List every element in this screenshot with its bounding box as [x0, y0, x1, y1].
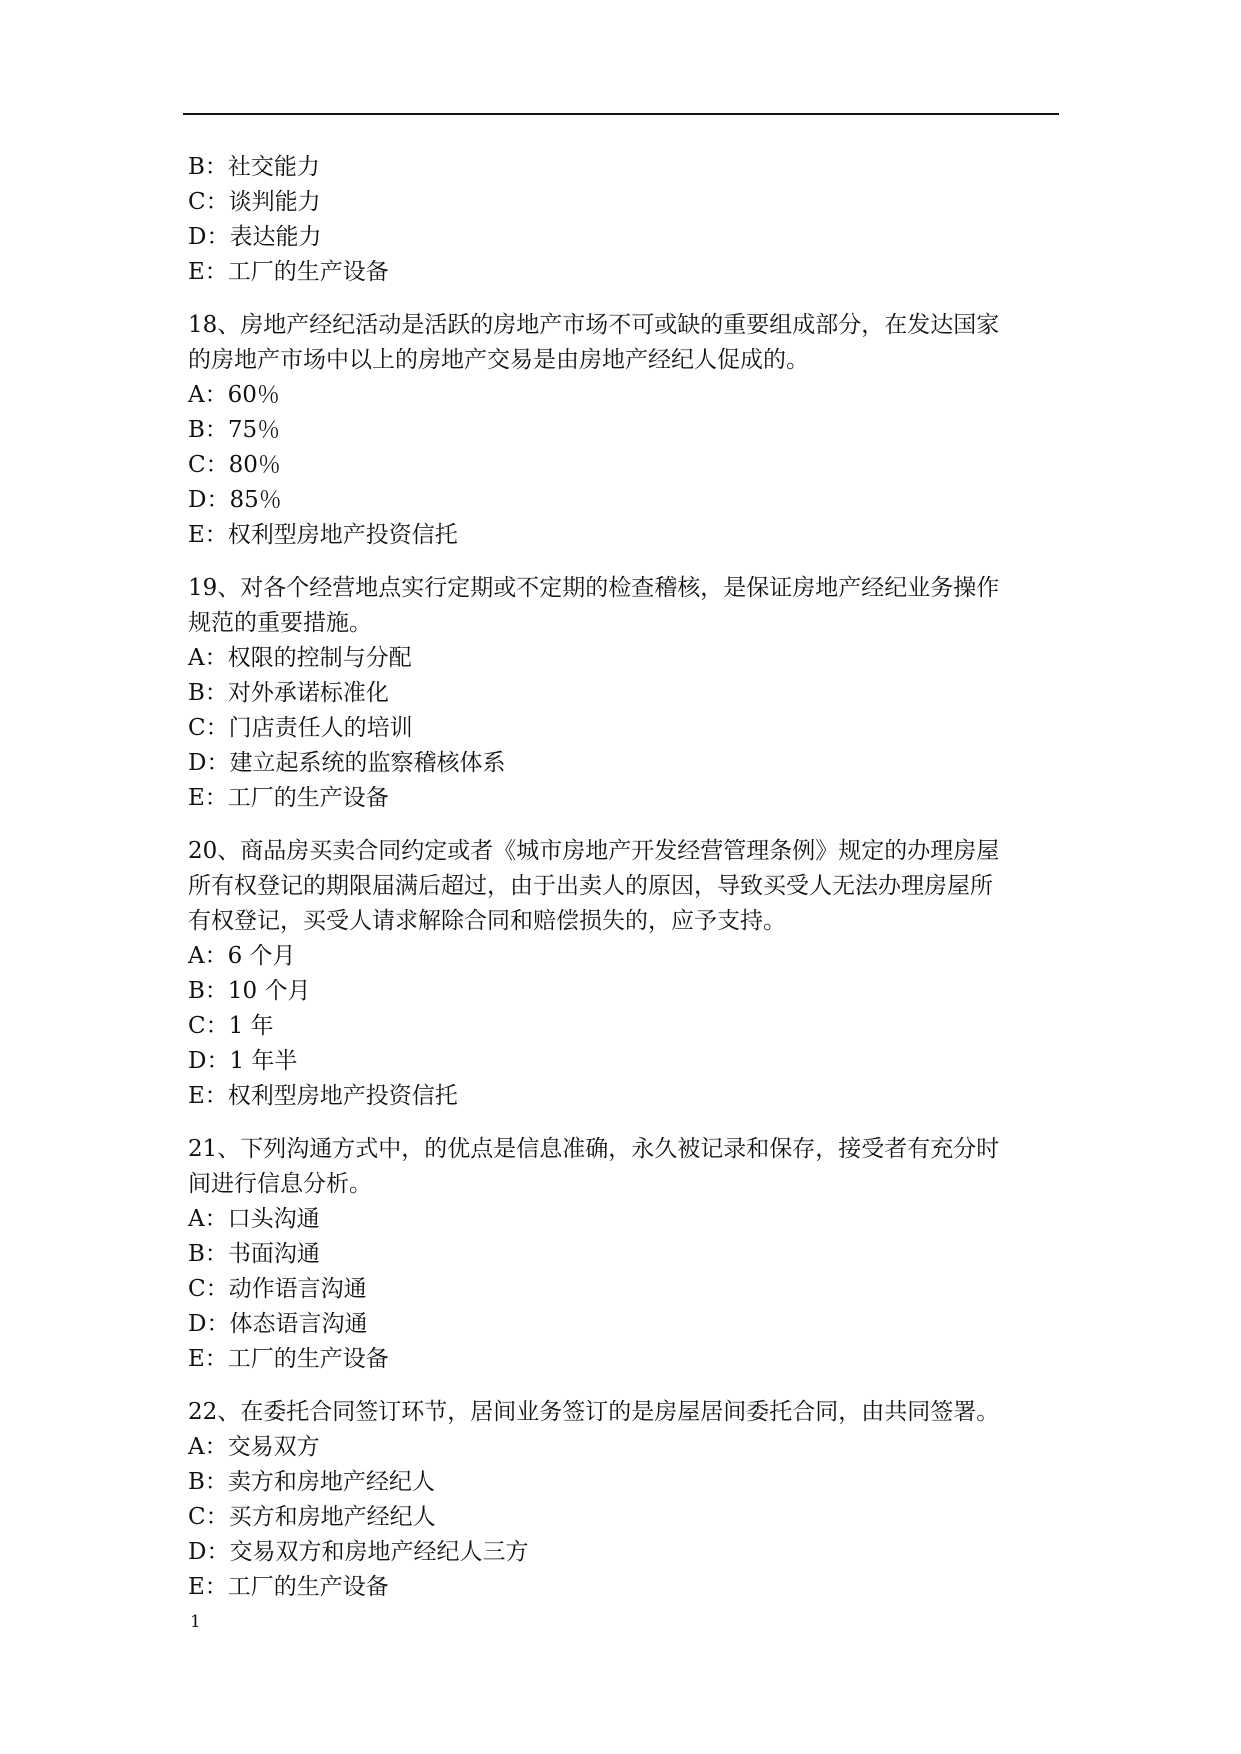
option-line: C：买方和房地产经纪人: [188, 1504, 436, 1530]
document-body: [188, 150, 1088, 1605]
option-line: D：表达能力: [188, 224, 322, 250]
question-text: 的房地产市场中以上的房地产交易是由房地产经纪人促成的。: [188, 347, 809, 373]
option-line: C：1 年: [188, 1013, 274, 1039]
option-line: E：工厂的生产设备: [188, 259, 389, 285]
question-21: [188, 1132, 1088, 1377]
question-text: 21、下列沟通方式中，的优点是信息准确，永久被记录和保存，接受者有充分时: [188, 1136, 1000, 1162]
question-text: 所有权登记的期限届满后超过，由于出卖人的原因，导致买受人无法办理房屋所: [188, 873, 993, 899]
question-text: 有权登记，买受人请求解除合同和赔偿损失的，应予支持。: [188, 908, 786, 934]
option-line: B：卖方和房地产经纪人: [188, 1469, 435, 1495]
page-number: 1: [190, 1612, 201, 1632]
option-line: D：体态语言沟通: [188, 1311, 368, 1337]
question-20: [188, 834, 1088, 1114]
question-text: 规范的重要措施。: [188, 610, 372, 636]
option-line: A：口头沟通: [188, 1206, 320, 1232]
option-line: E：工厂的生产设备: [188, 785, 389, 811]
option-line: C：动作语言沟通: [188, 1276, 367, 1302]
question-22: [188, 1395, 1088, 1605]
option-line: E：权利型房地产投资信托: [188, 1083, 458, 1109]
option-line: A：权限的控制与分配: [188, 645, 412, 671]
option-line: E：工厂的生产设备: [188, 1574, 389, 1600]
option-line: C：80％: [188, 452, 281, 478]
option-line: B：对外承诺标准化: [188, 680, 389, 706]
question-text: 19、对各个经营地点实行定期或不定期的检查稽核，是保证房地产经纪业务操作: [188, 575, 1000, 601]
option-line: D：建立起系统的监察稽核体系: [188, 750, 506, 776]
option-line: E：工厂的生产设备: [188, 1346, 389, 1372]
question-text: 18、房地产经纪活动是活跃的房地产市场不可或缺的重要组成部分，在发达国家: [188, 312, 1000, 338]
header-rule: [183, 113, 1059, 115]
question-text: 20、商品房买卖合同约定或者《城市房地产开发经营管理条例》规定的办理房屋: [188, 838, 1000, 864]
option-line: E：权利型房地产投资信托: [188, 522, 458, 548]
option-line: B：社交能力: [188, 154, 320, 180]
question-18: [188, 308, 1088, 553]
option-line: D：1 年半: [188, 1048, 298, 1074]
option-line: C：门店责任人的培训: [188, 715, 413, 741]
question-text: 间进行信息分析。: [188, 1171, 372, 1197]
option-line: B：书面沟通: [188, 1241, 320, 1267]
question-19: [188, 571, 1088, 816]
option-line: C：谈判能力: [188, 189, 321, 215]
question-text: 22、在委托合同签订环节，居间业务签订的是房屋居间委托合同，由共同签署。: [188, 1399, 1000, 1425]
option-line: D：交易双方和房地产经纪人三方: [188, 1539, 529, 1565]
option-line: B：75％: [188, 417, 281, 443]
option-line: B：10 个月: [188, 978, 311, 1004]
option-line: A：交易双方: [188, 1434, 320, 1460]
option-line: D：85％: [188, 487, 282, 513]
option-line: A：60％: [188, 382, 280, 408]
option-line: A：6 个月: [188, 943, 296, 969]
